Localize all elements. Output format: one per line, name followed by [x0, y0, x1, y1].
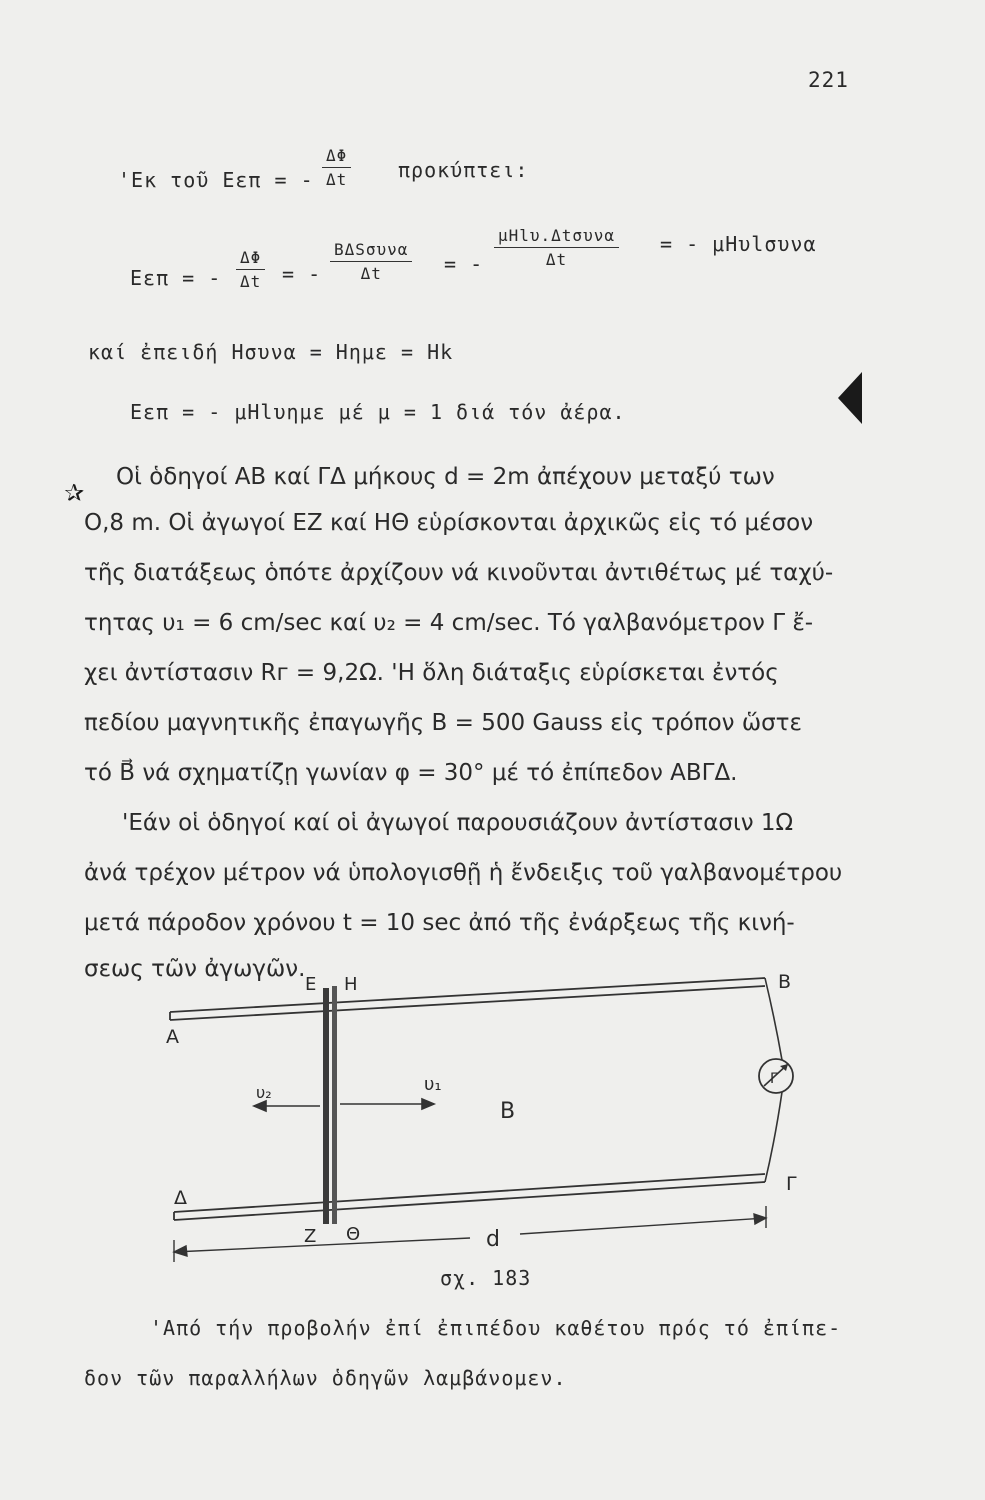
fraction-numerator: ΔΦ — [322, 146, 351, 168]
label-e: E — [305, 974, 317, 995]
problem-line: χει ἀντίστασιν Rг = 9,2Ω. 'H ὅλη διάταξις εὑρίσκεται ἐντός — [84, 660, 779, 686]
label-d: d — [486, 1227, 500, 1252]
label-theta: Θ — [346, 1224, 361, 1245]
page-number: 221 — [808, 68, 849, 92]
label-delta: Δ — [174, 1187, 187, 1209]
problem-line: τῆς διατάξεως ὁπότε ἀρχίζουν νά κινοῦνται ἀντιθέτως μέ ταχύ- — [84, 560, 834, 586]
equation-1-suffix: προκύπτει: — [398, 158, 529, 182]
fraction-numerator: BΔSσυνα — [330, 240, 412, 262]
equation-1-prefix: 'Εκ τοῦ Eεπ = - — [118, 168, 314, 192]
conductor-ht — [332, 986, 337, 1224]
label-b-rail: B — [778, 971, 792, 993]
label-gamma: Γ — [786, 1173, 797, 1195]
fraction-numerator: μHlυ.Δtσυνα — [494, 226, 619, 248]
label-a: A — [166, 1026, 179, 1048]
fraction-denominator: Δt — [360, 264, 382, 283]
rail-ab — [170, 978, 765, 1020]
label-v2: υ₂ — [256, 1083, 272, 1102]
problem-line: 'Εάν οἱ ὁδηγοί καί οἱ ἀγωγοί παρουσιάζουν ἀντίστασιν 1Ω — [122, 810, 794, 836]
equation-2-eq-1: = - — [282, 262, 322, 286]
galvanometer-label: Γ — [770, 1071, 778, 1087]
equation-4: Eεπ = - μHlυημε μέ μ = 1 διά τόν ἀέρα. — [130, 400, 626, 424]
label-field-b: B — [500, 1099, 516, 1124]
label-h: H — [344, 974, 358, 995]
fraction-denominator: Δt — [326, 170, 348, 189]
rail-gd — [174, 1174, 765, 1220]
equation-2-rhs: = - μHυlσυνα — [660, 232, 817, 256]
label-z: Z — [304, 1226, 317, 1247]
label-v1: υ₁ — [424, 1074, 442, 1095]
equation-2-lhs: Eεπ = - — [130, 266, 222, 290]
problem-line: πεδίου μαγνητικῆς ἐπαγωγῆς B = 500 Gauss εἰς τρόπον ὥστε — [84, 710, 802, 736]
star-icon: ✰ — [64, 470, 85, 510]
problem-line: Οἱ ὁδηγοί AB καί ΓΔ μήκους d = 2m ἀπέχουν μεταξύ των — [116, 464, 775, 490]
closing-line: 'Aπό τήν προβολήν ἐπί ἐπιπέδου καθέτου πρός τό ἐπίπε- — [150, 1316, 842, 1340]
figure-caption: σχ. 183 — [440, 1266, 532, 1290]
fraction-denominator: Δt — [240, 272, 262, 291]
problem-line: μετά πάροδον χρόνου t = 10 sec ἀπό τῆς ἐνάρξεως τῆς κινή- — [84, 910, 795, 936]
problem-line: σεως τῶν ἀγωγῶν. — [84, 956, 306, 982]
closing-line: δον τῶν παραλλήλων ὁδηγῶν λαμβάνομεν. — [84, 1366, 567, 1390]
equation-2-eq-2: = - — [444, 252, 484, 276]
fraction-numerator: ΔΦ — [236, 248, 265, 270]
velocity-arrow-v1 — [340, 1099, 434, 1109]
problem-line: O,8 m. Oἱ ἀγωγοί EZ καί HΘ εὑρίσκονται ἀρχικῶς εἰς τό μέσον — [84, 510, 814, 536]
equation-3: καί ἐπειδή Hσυνα = Hημε = Hk — [88, 340, 454, 364]
velocity-arrow-v2 — [254, 1101, 320, 1111]
problem-line: τητας υ₁ = 6 cm/sec καί υ₂ = 4 cm/sec. Tό γαλβανόμετρον Γ ἔ- — [84, 610, 814, 636]
fraction-denominator: Δt — [545, 250, 568, 269]
conductor-ez — [323, 988, 329, 1224]
problem-line: τό B⃗ νά σχηματίζῃ γωνίαν φ = 30° μέ τό ἐπίπεδον ABΓΔ. — [84, 760, 738, 786]
problem-line: ἀνά τρέχον μέτρον νά ὑπολογισθῇ ἡ ἔνδειξις τοῦ γαλβανομέτρου — [84, 860, 843, 886]
